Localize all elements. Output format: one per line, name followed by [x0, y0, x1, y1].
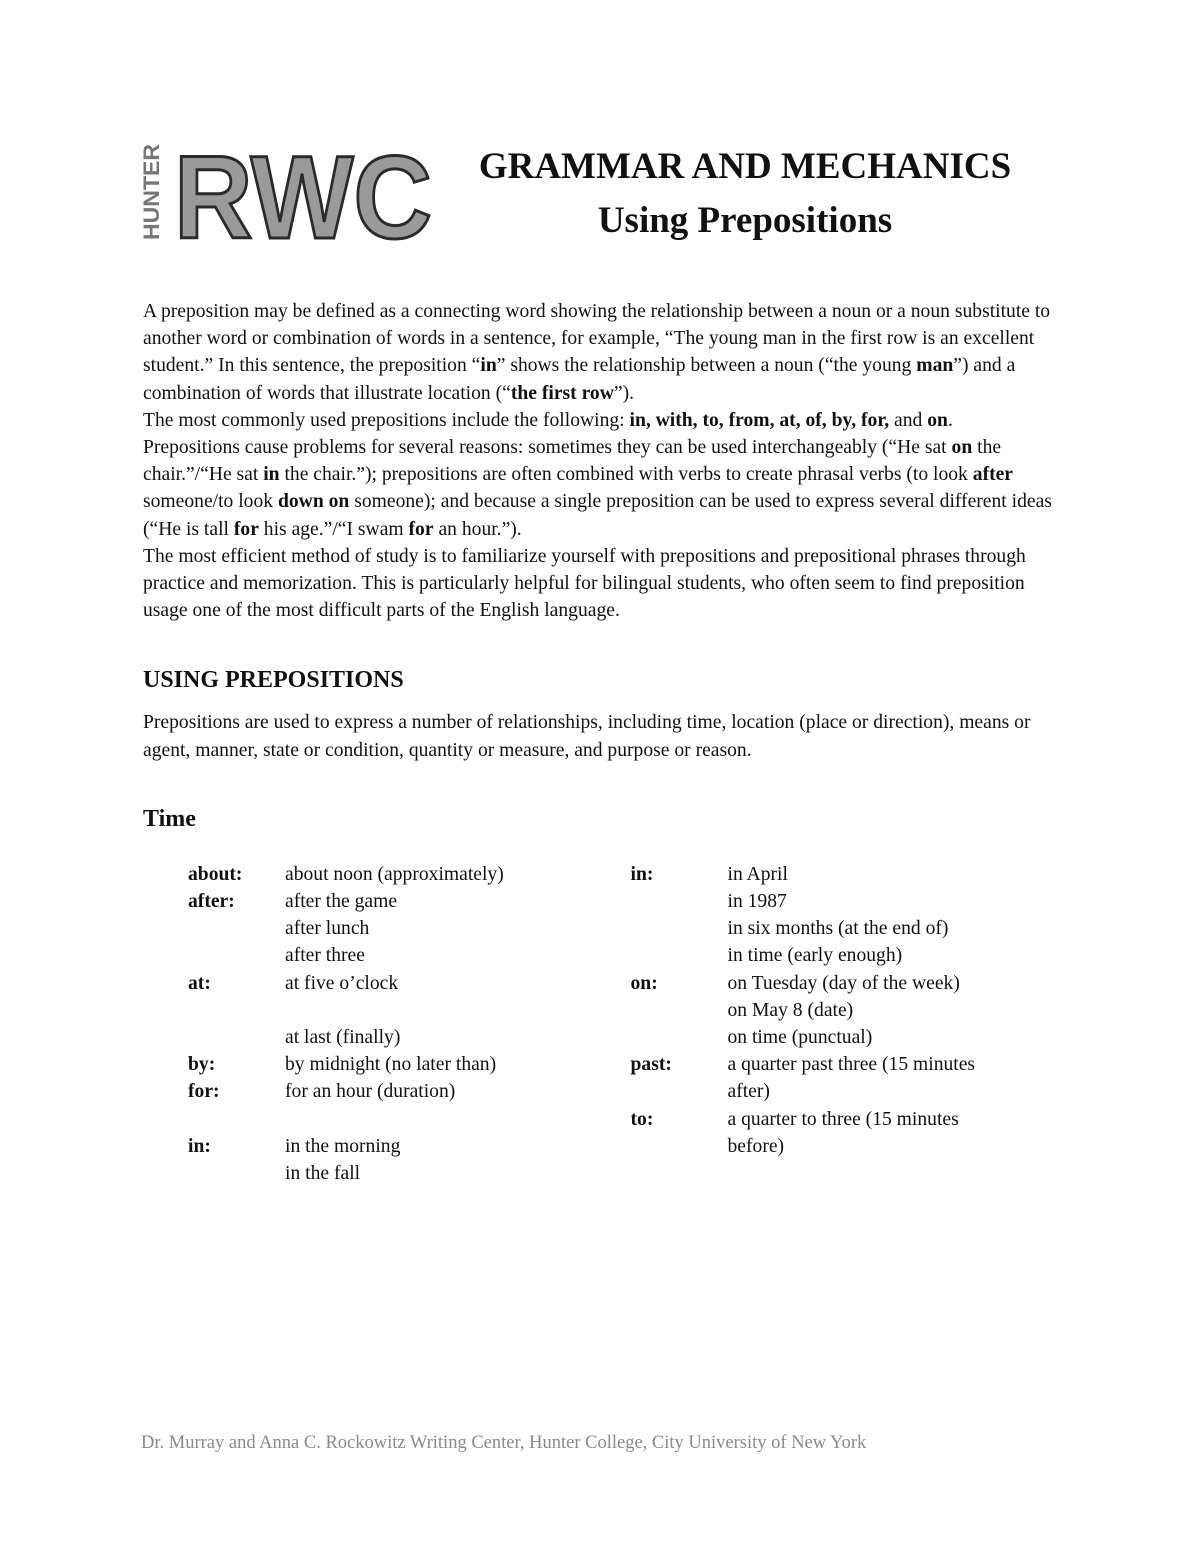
time-entry — [188, 888, 631, 970]
entry-examples — [285, 970, 575, 1052]
logo-main-text: RWC — [174, 140, 432, 248]
entry-examples — [285, 1078, 575, 1132]
time-heading: Time — [143, 805, 196, 832]
entry-example: after lunch — [285, 918, 370, 940]
entry-examples — [285, 861, 575, 888]
entry-term: after: — [188, 891, 235, 913]
entry-examples — [728, 1051, 1013, 1105]
entry-example: about noon (approximately) — [285, 863, 504, 885]
entry-example: in six months (at the end of) — [727, 918, 949, 940]
entry-example: a quarter past three (15 minutes after) — [727, 1054, 976, 1103]
time-entry — [188, 1051, 631, 1078]
entry-examples — [285, 888, 575, 970]
entry-example: in time (early enough) — [727, 945, 903, 967]
entry-example: on May 8 (date) — [727, 999, 854, 1021]
entry-examples — [728, 1106, 1013, 1160]
entry-example: by midnight (no later than) — [285, 1054, 497, 1076]
entry-example: for an hour (duration) — [285, 1081, 456, 1103]
time-column-right — [631, 861, 1074, 1187]
time-entry — [188, 970, 631, 1052]
page-subtitle: Using Prepositions — [597, 200, 893, 241]
entry-examples — [728, 970, 1013, 1052]
entry-example: on time (punctual) — [727, 1027, 873, 1049]
time-entry — [631, 861, 1074, 970]
entry-example: in the morning — [285, 1135, 401, 1157]
intro-paragraph-4: The most efficient method of study is to familiarize yourself with prepositions and prepositional phrases through practice and memorization. This is particularly helpful for bilingual students, who often seem to find preposition usage one of the most difficult parts of the English language. — [143, 545, 1026, 622]
svg-text:HUNTER: HUNTER — [140, 148, 164, 240]
time-entry — [188, 861, 631, 888]
intro-paragraph-2: The most commonly used prepositions include the following: in, with, to, from, at, of, by, for, and on. — [143, 409, 953, 431]
main-content — [143, 298, 1073, 1187]
entry-term: for: — [188, 1081, 220, 1103]
entry-term: in: — [630, 863, 654, 885]
page-title: GRAMMAR AND MECHANICS — [478, 146, 1012, 187]
entry-examples — [285, 1051, 575, 1078]
page-footer: Dr. Murray and Anna C. Rockowitz Writing Center, Hunter College, City University of New York — [141, 1433, 867, 1453]
entry-example: in the fall — [285, 1163, 361, 1185]
entry-example: at five o’clock — [285, 972, 399, 994]
time-entry — [631, 1106, 1074, 1160]
time-entry — [188, 1078, 631, 1132]
entry-examples — [728, 861, 1013, 970]
entry-example: after the game — [285, 891, 398, 913]
time-entry — [631, 970, 1074, 1052]
title-block — [450, 140, 1040, 248]
entry-term: to: — [630, 1108, 654, 1130]
entry-term: at: — [188, 972, 211, 994]
entry-example: a quarter to three (15 minutes before) — [727, 1108, 959, 1157]
logo-side-text — [140, 144, 164, 240]
entry-term: in: — [188, 1135, 211, 1157]
entry-term: on: — [630, 972, 658, 994]
entry-example: in 1987 — [727, 891, 787, 913]
entry-example-blank — [285, 997, 575, 1024]
time-entry — [631, 1051, 1074, 1105]
entry-example: after three — [285, 945, 365, 967]
entry-example: at last (finally) — [285, 1027, 401, 1049]
entry-examples — [285, 1133, 575, 1187]
rwc-logo-icon — [140, 140, 436, 248]
section-body: Prepositions are used to express a number of relationships, including time, location (place or direction), means or agent, manner, state or condition, quantity or measure, and purpose or reason. — [143, 712, 1031, 761]
entry-example: in April — [727, 863, 788, 885]
intro-paragraph-3: Prepositions cause problems for several reasons: sometimes they can be used interchangeably (“He sat on the chair.”/“He sat in the chair.”); prepositions are often combined with verbs to create phrasal verbs (to look after someone/to look down on someone); and because a single preposition can be used to express several different ideas (“He is tall for his age.”/“I swam for an hour.”). — [143, 437, 1052, 540]
hunter-rwc-logo — [140, 140, 436, 248]
entry-term: past: — [630, 1054, 672, 1076]
intro-paragraph-1: A preposition may be defined as a connecting word showing the relationship between a noun or a noun substitute to another word or combination of words in a sentence, for example, “The young man in the first row is an excellent student.” In this sentence, the preposition “in” shows the relationship between a noun (“the young man”) and a combination of words that illustrate location (“the first row”). — [143, 301, 1051, 404]
entry-term: by: — [188, 1054, 216, 1076]
entry-example-blank — [285, 1106, 575, 1133]
time-column-left — [188, 861, 631, 1187]
entry-example: on Tuesday (day of the week) — [727, 972, 960, 994]
section-heading: USING PREPOSITIONS — [143, 667, 404, 694]
entry-term: about: — [188, 863, 243, 885]
time-table — [188, 861, 1073, 1187]
time-entry — [188, 1133, 631, 1187]
